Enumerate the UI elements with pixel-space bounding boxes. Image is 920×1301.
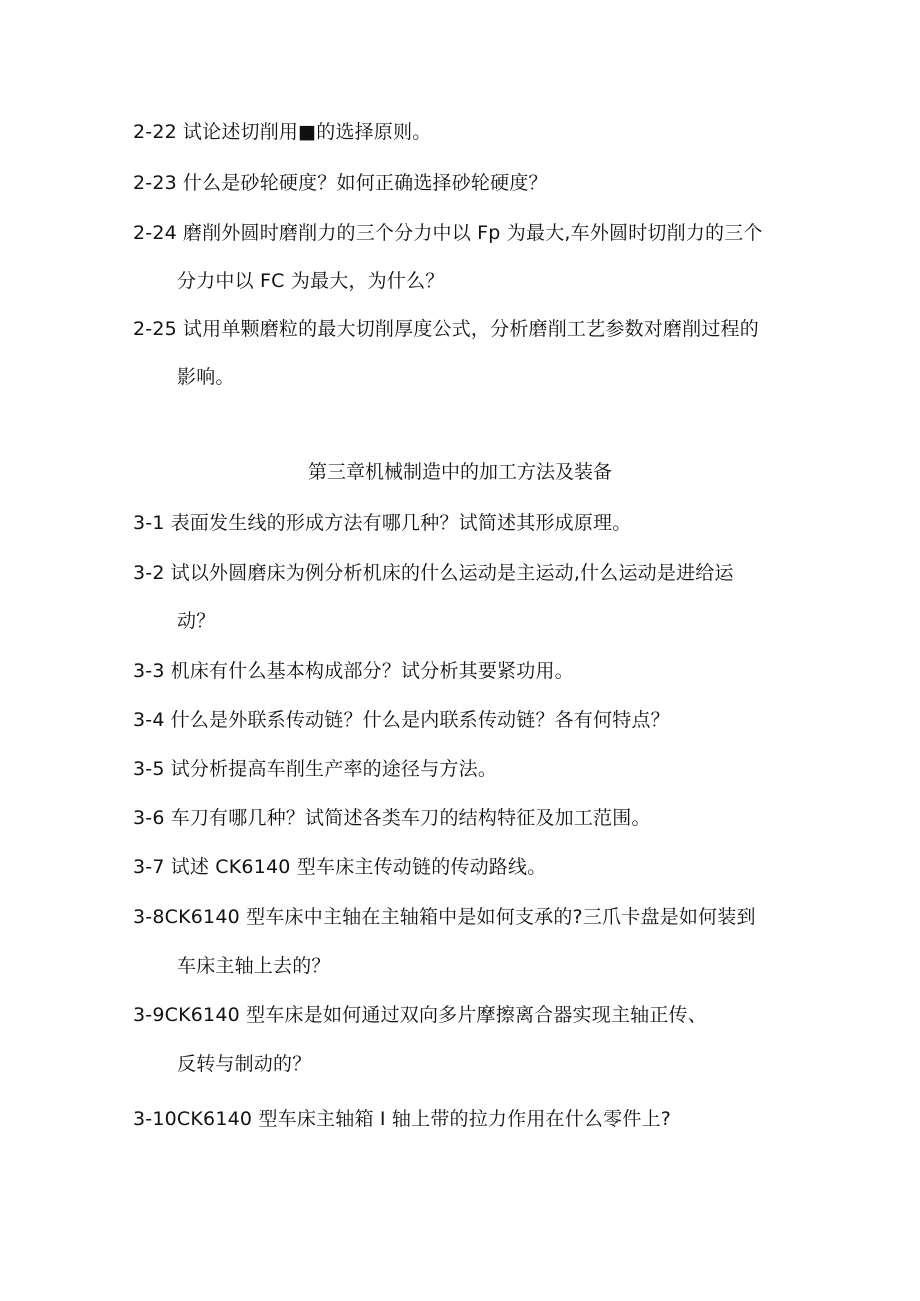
question-number: 3-8 <box>133 906 165 928</box>
question-number: 2-23 <box>133 172 177 194</box>
question-text: 试论述切削用■的选择原则。 <box>182 121 432 143</box>
question-text: CK6140 型车床是如何通过双向多片摩擦离合器实现主轴正传、 <box>164 1004 707 1026</box>
question-3-4 <box>133 707 670 733</box>
question-number: 3-7 <box>133 856 165 878</box>
question-3-8 <box>133 904 756 930</box>
question-number: 2-25 <box>133 318 177 340</box>
question-2-22 <box>133 119 431 145</box>
question-2-25 <box>133 316 759 342</box>
question-text: 车刀有哪几种？试简述各类车刀的结构特征及加工范围。 <box>170 807 651 829</box>
question-number: 3-6 <box>133 807 165 829</box>
question-3-5 <box>133 756 497 782</box>
question-text: CK6140 型车床中主轴在主轴箱中是如何支承的?三爪卡盘是如何装到 <box>164 906 756 928</box>
question-3-2 <box>133 560 734 586</box>
question-text: CK6140 型车床主轴箱 I 轴上带的拉力作用在什么零件上? <box>176 1108 672 1130</box>
question-text: 试以外圆磨床为例分析机床的什么运动是主运动,什么运动是进给运 <box>170 562 734 584</box>
question-number: 2-22 <box>133 121 177 143</box>
question-3-3 <box>133 658 574 684</box>
question-text: 什么是外联系传动链？什么是内联系传动链？各有何特点？ <box>170 709 670 731</box>
question-text: 试分析提高车削生产率的途径与方法。 <box>170 758 498 780</box>
question-text: 试用单颗磨粒的最大切削厚度公式，分析磨削工艺参数对磨削过程的 <box>182 318 759 340</box>
question-number: 3-4 <box>133 709 165 731</box>
question-text: 试述 CK6140 型车床主传动链的传动路线。 <box>170 856 547 878</box>
question-number: 2-24 <box>133 222 177 244</box>
question-2-24-continuation: 分力中以 FC 为最大，为什么？ <box>177 270 445 292</box>
question-text: 机床有什么基本构成部分？试分析其要紧功用。 <box>170 660 574 682</box>
question-number: 3-1 <box>133 512 165 534</box>
question-3-8-continuation: 车床主轴上去的？ <box>177 955 331 977</box>
question-number: 3-2 <box>133 562 165 584</box>
question-2-23 <box>133 170 548 196</box>
question-3-2-continuation: 动？ <box>177 610 216 632</box>
question-text: 什么是砂轮硬度？如何正确选择砂轮硬度？ <box>182 172 548 194</box>
question-2-24 <box>133 220 763 246</box>
question-3-9-continuation: 反转与制动的？ <box>177 1053 312 1075</box>
question-number: 3-10 <box>133 1108 177 1130</box>
question-2-25-continuation: 影响。 <box>177 366 235 388</box>
question-text: 表面发生线的形成方法有哪几种？试简述其形成原理。 <box>170 512 632 534</box>
chapter-title: 第三章机械制造中的加工方法及装备 <box>307 461 612 483</box>
question-3-9 <box>133 1002 707 1028</box>
question-number: 3-5 <box>133 758 165 780</box>
question-3-1 <box>133 510 631 536</box>
question-text: 磨削外圆时磨削力的三个分力中以 Fp 为最大,车外圆时切削力的三个 <box>182 222 763 244</box>
question-number: 3-9 <box>133 1004 165 1026</box>
question-3-6 <box>133 805 651 831</box>
question-3-10 <box>133 1106 671 1132</box>
question-number: 3-3 <box>133 660 165 682</box>
question-3-7 <box>133 854 546 880</box>
